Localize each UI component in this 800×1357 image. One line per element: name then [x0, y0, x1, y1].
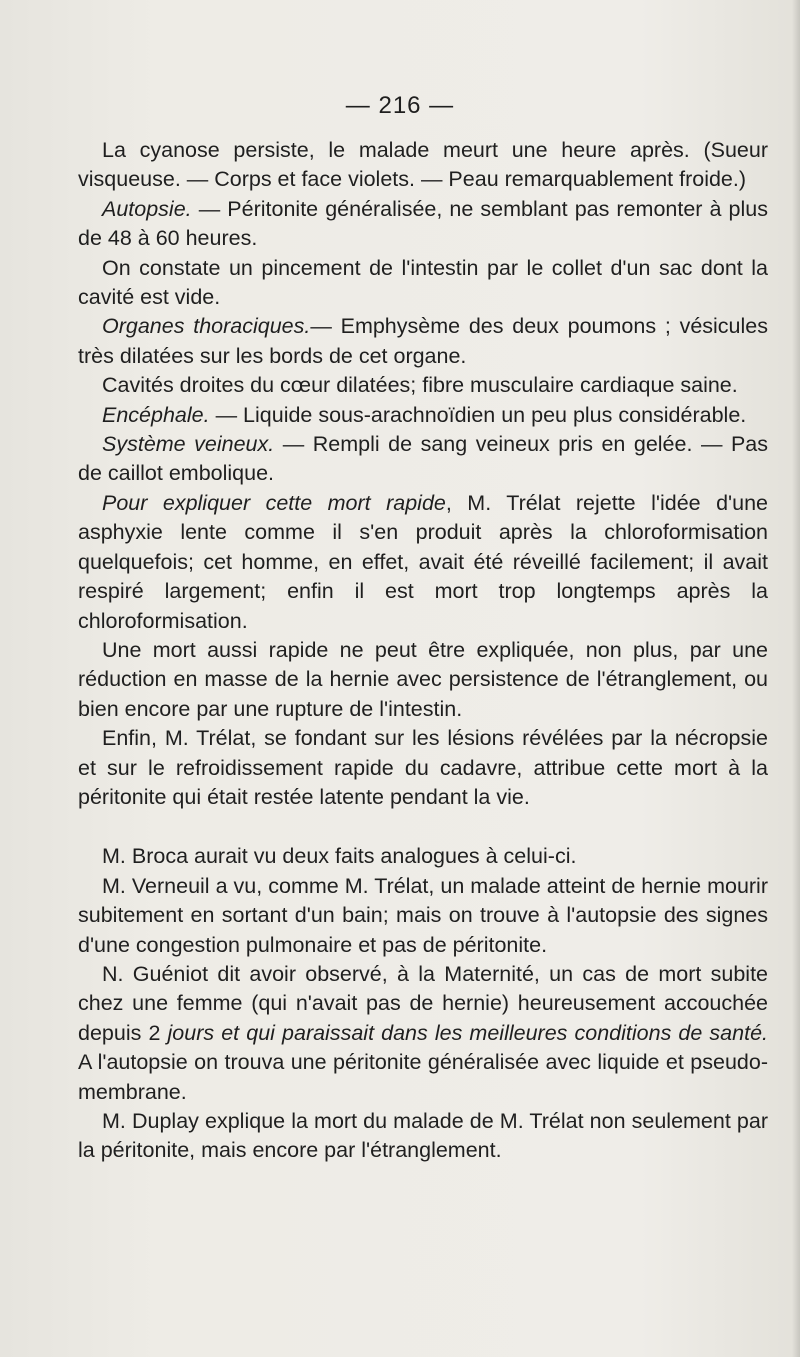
paragraph: La cyanose persiste, le malade meurt une heure après. (Sueur visqueuse. — Corps et face violets. — Peau remarquablement froide.) — [78, 138, 768, 192]
paragraph: M. Broca aurait vu deux faits analogues à celui-ci. — [102, 844, 577, 869]
paragraph: M. Verneuil a vu, comme M. Trélat, un malade atteint de hernie mourir subitement en sortant d'un bain; mais on trouve à l'autopsie des signes d'une congestion pulmonaire et pas de péritonite. — [78, 873, 768, 957]
paragraph: M. Duplay explique la mort du malade de M. Trélat non seulement par la péritonite, mais encore par l'étranglement. — [78, 1109, 768, 1163]
paragraph: Cavités droites du cœur dilatées; fibre musculaire cardiaque saine. — [102, 373, 738, 398]
paragraph: Une mort aussi rapide ne peut être expliquée, non plus, par une réduction en masse de la hernie avec persistence de l'étranglement, ou bien encore par une rupture de l'intestin. — [78, 637, 768, 721]
page-number: — 216 — — [345, 92, 455, 119]
paragraph: On constate un pincement de l'intestin par le collet d'un sac dont la cavité est vide. — [78, 255, 768, 310]
paragraph: Enfin, M. Trélat, se fondant sur les lésions révélées par la nécropsie et sur le refroidissement rapide du cadavre, attribue cette mort à la péritonite qui était restée latente pendant la vie. — [78, 726, 768, 809]
paragraph: Encéphale. — Liquide sous-arachnoïdien un peu plus considérable. — [102, 402, 747, 427]
body-text — [78, 136, 768, 1166]
paragraph: Pour expliquer cette mort rapide, M. Trélat rejette l'idée d'une asphyxie lente comme il s'en produit après la chloroformisation quelquefois; cet homme, en effet, avait été réveillé facilement; il avait respiré largement; enfin il est mort trop longtemps après la chloroformisation. — [78, 490, 769, 633]
paragraph: N. Guéniot dit avoir observé, à la Maternité, un cas de mort subite chez une femme (qui n'avait pas de hernie) heureusement accouchée depuis 2 jours et qui paraissait dans les meilleures conditions de santé. A l'autopsie on trouva une péritonite généralisée avec liquide et pseudo-membrane. — [78, 961, 768, 1104]
paragraph: Système veineux. — Rempli de sang veineux pris en gelée. — Pas de caillot embolique. — [78, 432, 768, 486]
paragraph: Organes thoraciques.— Emphysème des deux poumons ; vésicules très dilatées sur les bords de cet organe. — [78, 314, 768, 368]
page-edge-shadow — [792, 0, 800, 1357]
paragraph: Autopsie. — Péritonite généralisée, ne semblant pas remonter à plus de 48 à 60 heures. — [78, 196, 768, 251]
